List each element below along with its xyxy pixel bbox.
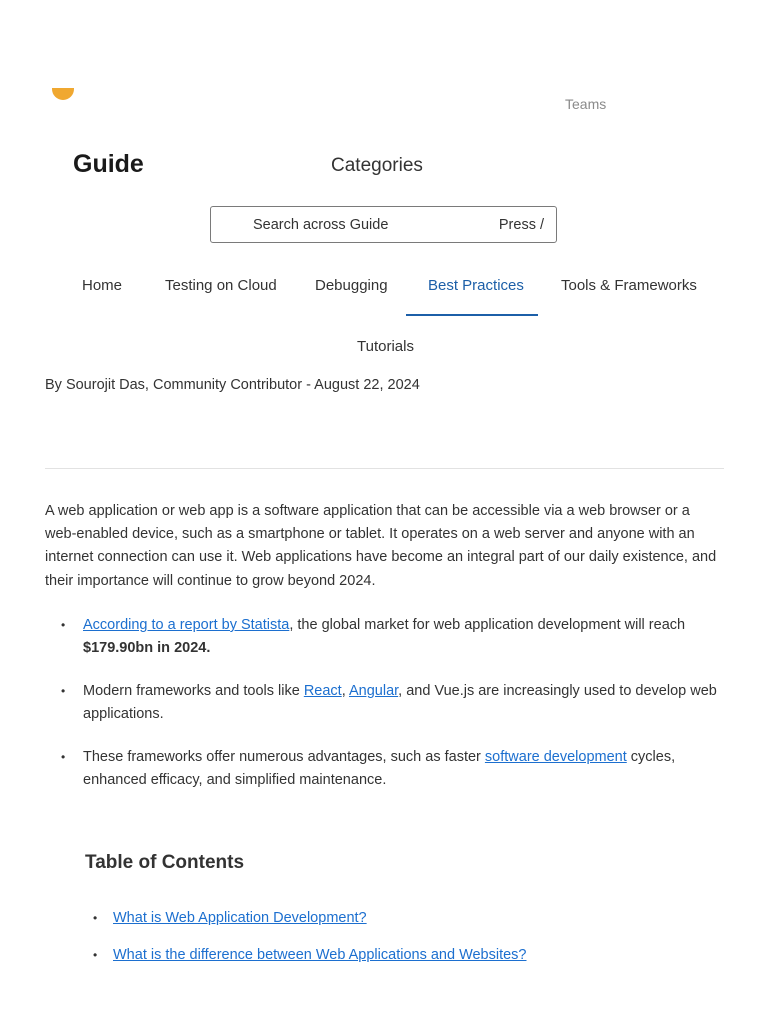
bullet-separator: , bbox=[341, 683, 349, 699]
statista-report-link[interactable]: According to a report by Statista bbox=[83, 617, 290, 633]
toc-link-web-apps-vs-websites[interactable]: What is the difference between Web Applications and Websites? bbox=[113, 947, 527, 963]
bullet-text: These frameworks offer numerous advantages, such as faster bbox=[83, 749, 485, 765]
toc-link-web-app-development[interactable]: What is Web Application Development? bbox=[113, 910, 367, 926]
article-bullets bbox=[45, 614, 725, 792]
bullet-bold-text: $179.90bn in 2024. bbox=[83, 640, 211, 656]
angular-link[interactable]: Angular bbox=[348, 683, 399, 699]
software-development-link[interactable]: software development bbox=[484, 749, 627, 765]
list-item bbox=[45, 680, 725, 726]
active-tab-indicator bbox=[406, 314, 538, 316]
search-input[interactable] bbox=[210, 206, 557, 243]
tab-tutorials[interactable]: Tutorials bbox=[357, 338, 414, 355]
bullet-text: , the global market for web application development will reach bbox=[289, 617, 686, 633]
toc-item bbox=[85, 908, 685, 928]
list-item bbox=[45, 746, 725, 792]
categories-menu[interactable]: Categories bbox=[331, 155, 423, 176]
logo-icon[interactable] bbox=[52, 88, 76, 100]
article-intro: A web application or web app is a software application that can be accessible via a web browser or a web-enabled device, such as a smartphone or tablet. It operates on a web server and anyone with an internet connection can use it. Web applications have become an integral part of our daily existence, and their importance will continue to grow beyond 2024. bbox=[45, 503, 717, 589]
tab-home[interactable]: Home bbox=[82, 277, 123, 294]
tab-best-practices[interactable]: Best Practices bbox=[428, 277, 524, 294]
search-placeholder: Search across Guide bbox=[253, 217, 389, 233]
react-link[interactable]: React bbox=[303, 683, 342, 699]
bullet-text: Modern frameworks and tools like bbox=[83, 683, 304, 699]
divider bbox=[45, 468, 724, 469]
list-item bbox=[45, 614, 725, 660]
toc-heading: Table of Contents bbox=[85, 852, 245, 873]
toc-item bbox=[85, 945, 685, 965]
tab-testing-on-cloud[interactable]: Testing on Cloud bbox=[165, 277, 277, 294]
bullet-text: cycles, enhanced efficacy, and simplified maintenance. bbox=[83, 749, 676, 788]
article-byline: By Sourojit Das, Community Contributor - August 22, 2024 bbox=[45, 377, 420, 393]
tab-debugging[interactable]: Debugging bbox=[315, 277, 388, 294]
toc-list bbox=[85, 908, 685, 982]
teams-link[interactable]: Teams bbox=[565, 96, 607, 112]
bullet-text: , and Vue.js are increasingly used to develop web applications. bbox=[83, 683, 717, 722]
search-shortcut-hint: Press / bbox=[498, 217, 544, 233]
guide-title[interactable]: Guide bbox=[73, 150, 144, 178]
tab-tools-frameworks[interactable]: Tools & Frameworks bbox=[561, 277, 697, 294]
